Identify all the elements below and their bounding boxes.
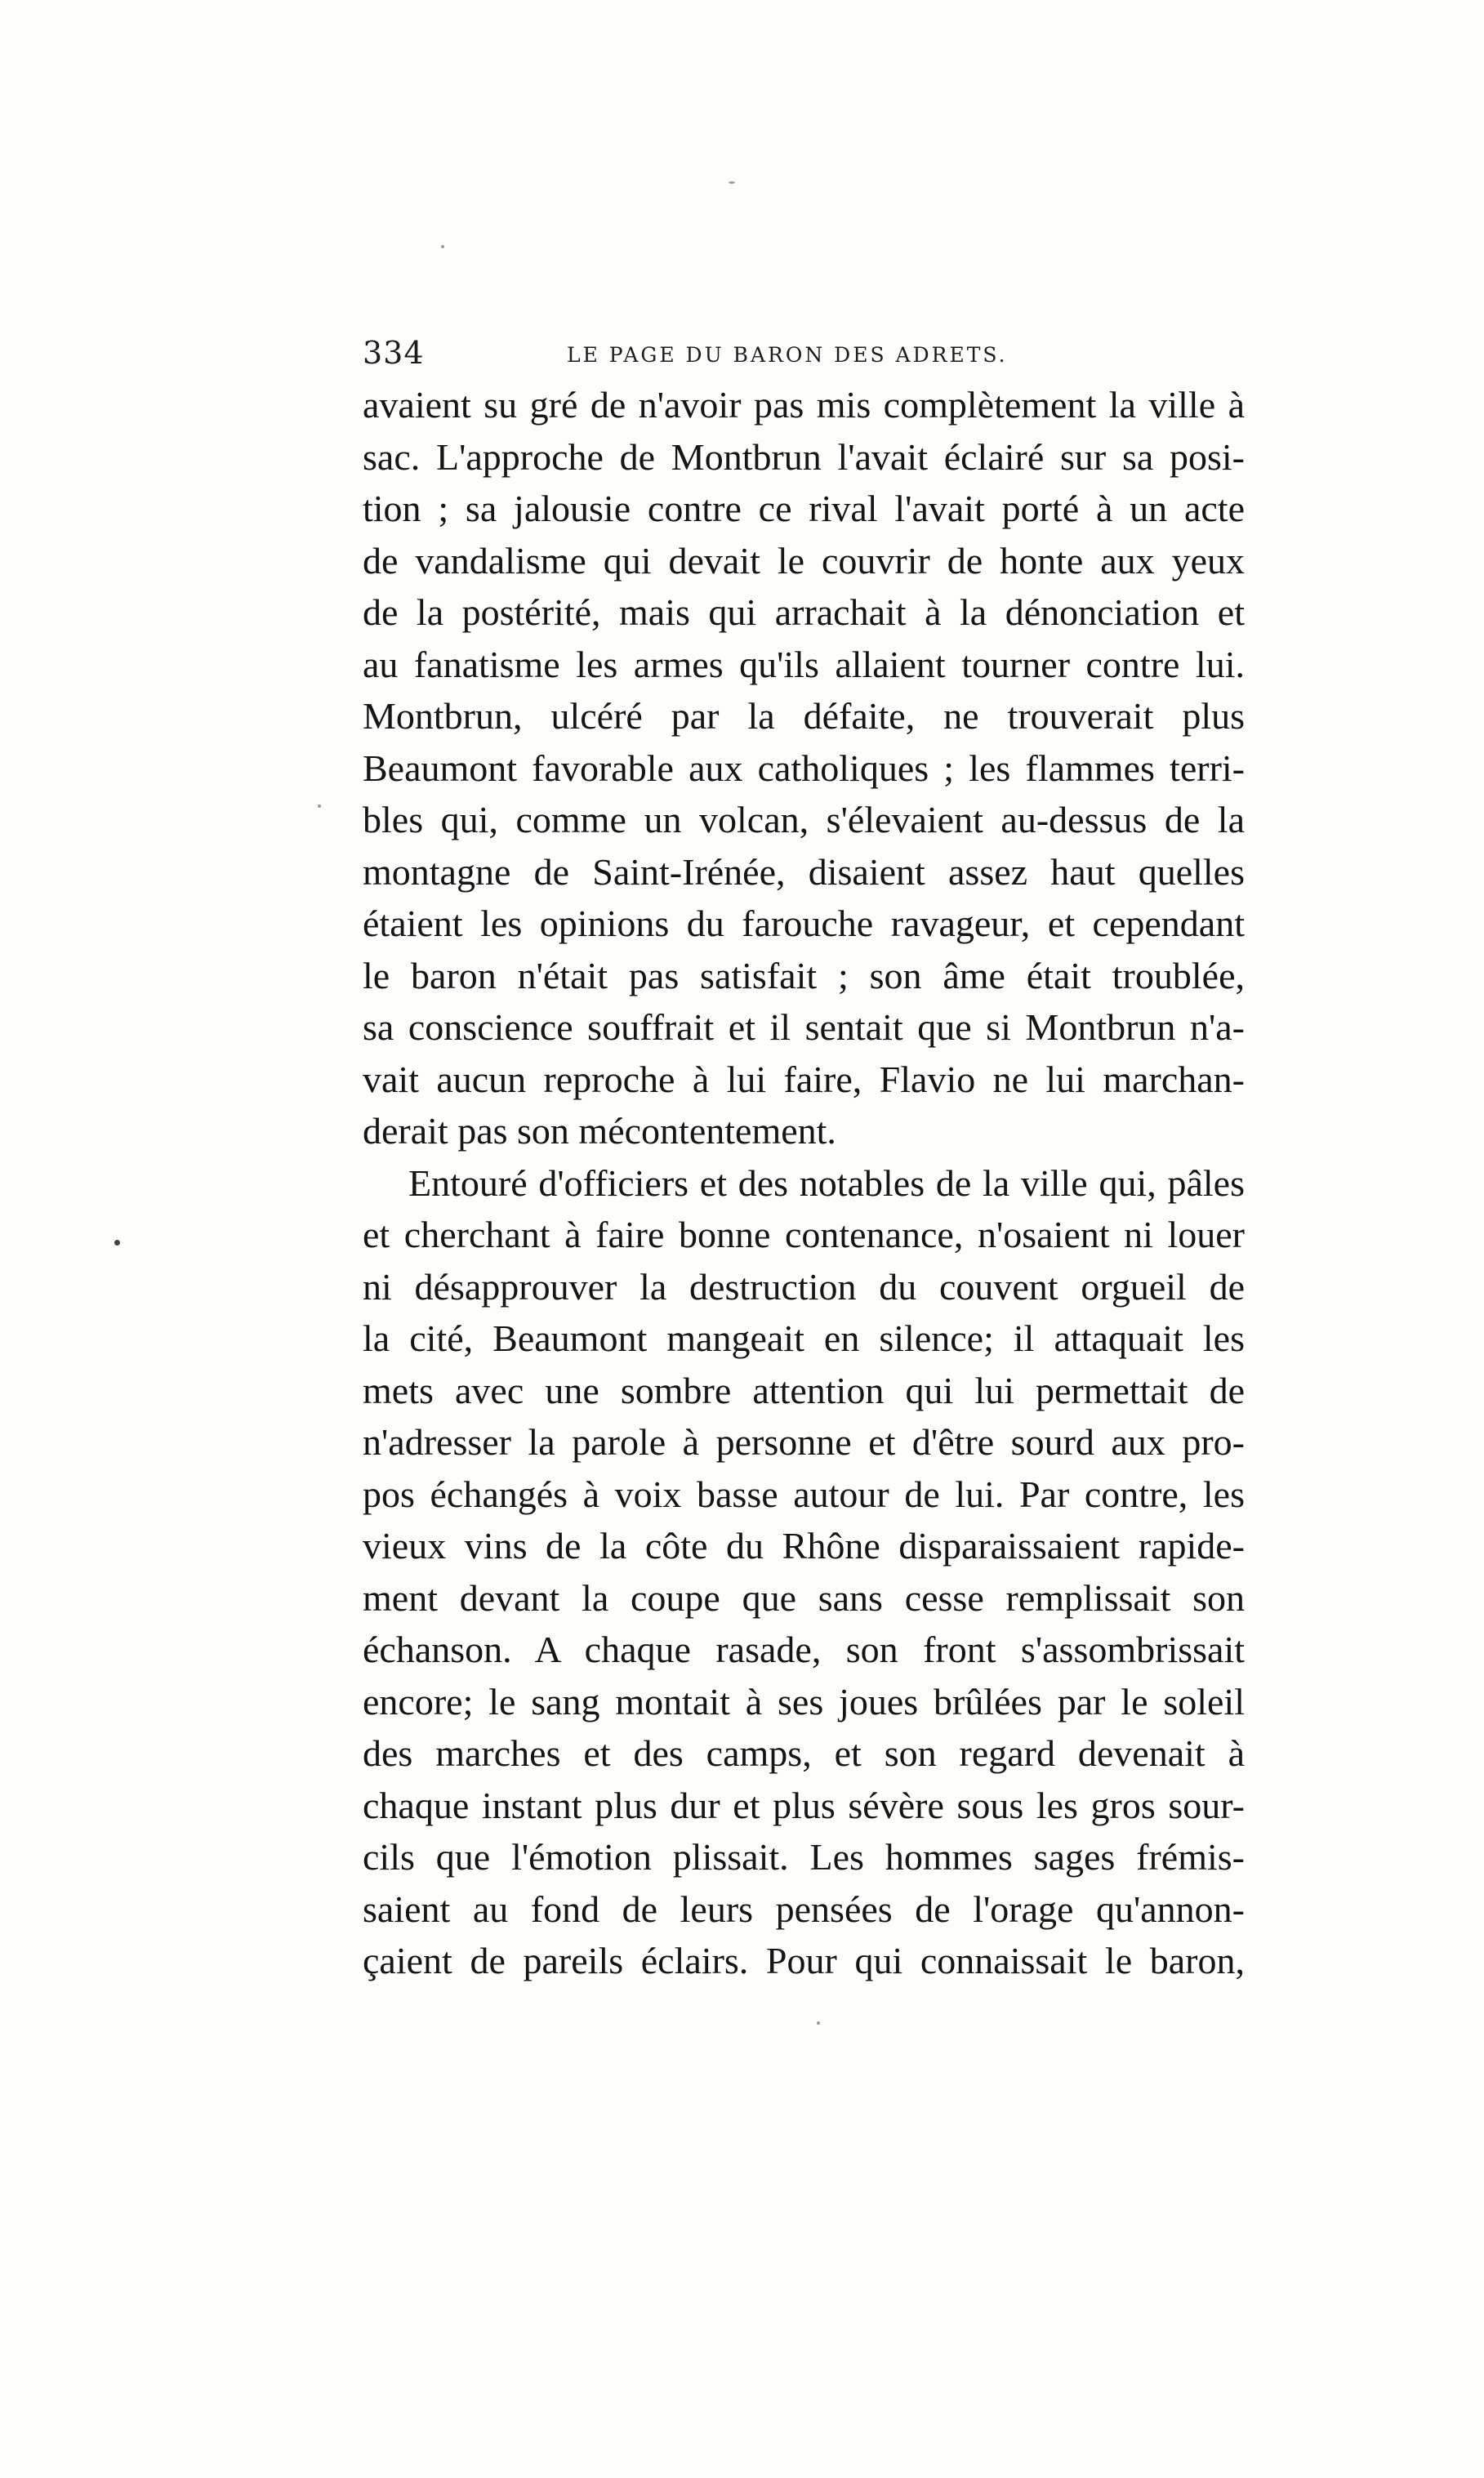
- text-line: Beaumont favorable aux catholiques ; les flammes terri-: [363, 747, 1245, 789]
- print-speck: [817, 2021, 820, 2025]
- paragraph-1: [363, 379, 1245, 1157]
- print-speck: [441, 245, 444, 248]
- text-line: Entouré d'officiers et des notables de la ville qui, pâles: [408, 1161, 1245, 1204]
- text-line: échanson. A chaque rasade, son front s'assombrissait: [363, 1629, 1245, 1670]
- text-line: ni désapprouver la destruction du couvent orgueil de: [363, 1265, 1245, 1308]
- text-line: étaient les opinions du farouche ravageur, et cependant: [363, 903, 1245, 944]
- text-line: sac. L'approche de Montbrun l'avait éclairé sur sa posi-: [363, 435, 1245, 478]
- text-line: ment devant la coupe que sans cesse remplissait son: [363, 1576, 1245, 1619]
- text-line: le baron n'était pas satisfait ; son âme était troublée,: [363, 954, 1245, 996]
- page-number: 334: [363, 335, 425, 371]
- running-head: [363, 335, 1245, 376]
- paragraph-2: [363, 1157, 1245, 1987]
- text-line: et cherchant à faire bonne contenance, n'osaient ni louer: [363, 1214, 1245, 1255]
- text-line: avaient su gré de n'avoir pas mis complètement la ville à: [363, 384, 1245, 426]
- text-line: saient au fond de leurs pensées de l'orage qu'annon-: [363, 1887, 1245, 1930]
- text-line: n'adresser la parole à personne et d'être sourd aux pro-: [363, 1421, 1245, 1463]
- print-speck: [114, 1240, 120, 1246]
- text-line: sa conscience souffrait et il sentait que si Montbrun n'a-: [363, 1006, 1245, 1048]
- text-line: vieux vins de la côte du Rhône disparaissaient rapide-: [363, 1525, 1245, 1567]
- text-line: des marches et des camps, et son regard devenait à: [363, 1732, 1245, 1774]
- body-text: [363, 379, 1245, 1987]
- text-line: de la postérité, mais qui arrachait à la dénonciation et: [363, 591, 1245, 633]
- text-line: cils que l'émotion plissait. Les hommes sages frémis-: [363, 1836, 1245, 1878]
- text-line: pos échangés à voix basse autour de lui. Par contre, les: [363, 1473, 1245, 1515]
- text-line: montagne de Saint-Irénée, disaient assez haut quelles: [363, 850, 1245, 893]
- text-line: encore; le sang montait à ses joues brûlées par le soleil: [363, 1680, 1245, 1723]
- text-line: la cité, Beaumont mangeait en silence; il attaquait les: [363, 1317, 1245, 1359]
- print-speck: [318, 804, 321, 808]
- text-line: mets avec une sombre attention qui lui permettait de: [363, 1369, 1245, 1411]
- text-line: bles qui, comme un volcan, s'élevaient au-dessus de la: [363, 799, 1245, 840]
- running-title: LE PAGE DU BARON DES ADRETS.: [567, 343, 1008, 367]
- text-line: derait pas son mécontentement.: [363, 1110, 836, 1152]
- text-line: çaient de pareils éclairs. Pour qui connaissait le baron,: [363, 1940, 1245, 1981]
- text-line: au fanatisme les armes qu'ils allaient tourner contre lui.: [363, 643, 1245, 685]
- print-speck: [729, 181, 735, 184]
- text-line: vait aucun reproche à lui faire, Flavio ne lui marchan-: [363, 1058, 1245, 1100]
- text-line: de vandalisme qui devait le couvrir de honte aux yeux: [363, 539, 1245, 582]
- text-line: chaque instant plus dur et plus sévère sous les gros sour-: [363, 1784, 1245, 1826]
- text-line: Montbrun, ulcéré par la défaite, ne trouverait plus: [363, 695, 1245, 737]
- text-line: tion ; sa jalousie contre ce rival l'avait porté à un acte: [363, 488, 1245, 529]
